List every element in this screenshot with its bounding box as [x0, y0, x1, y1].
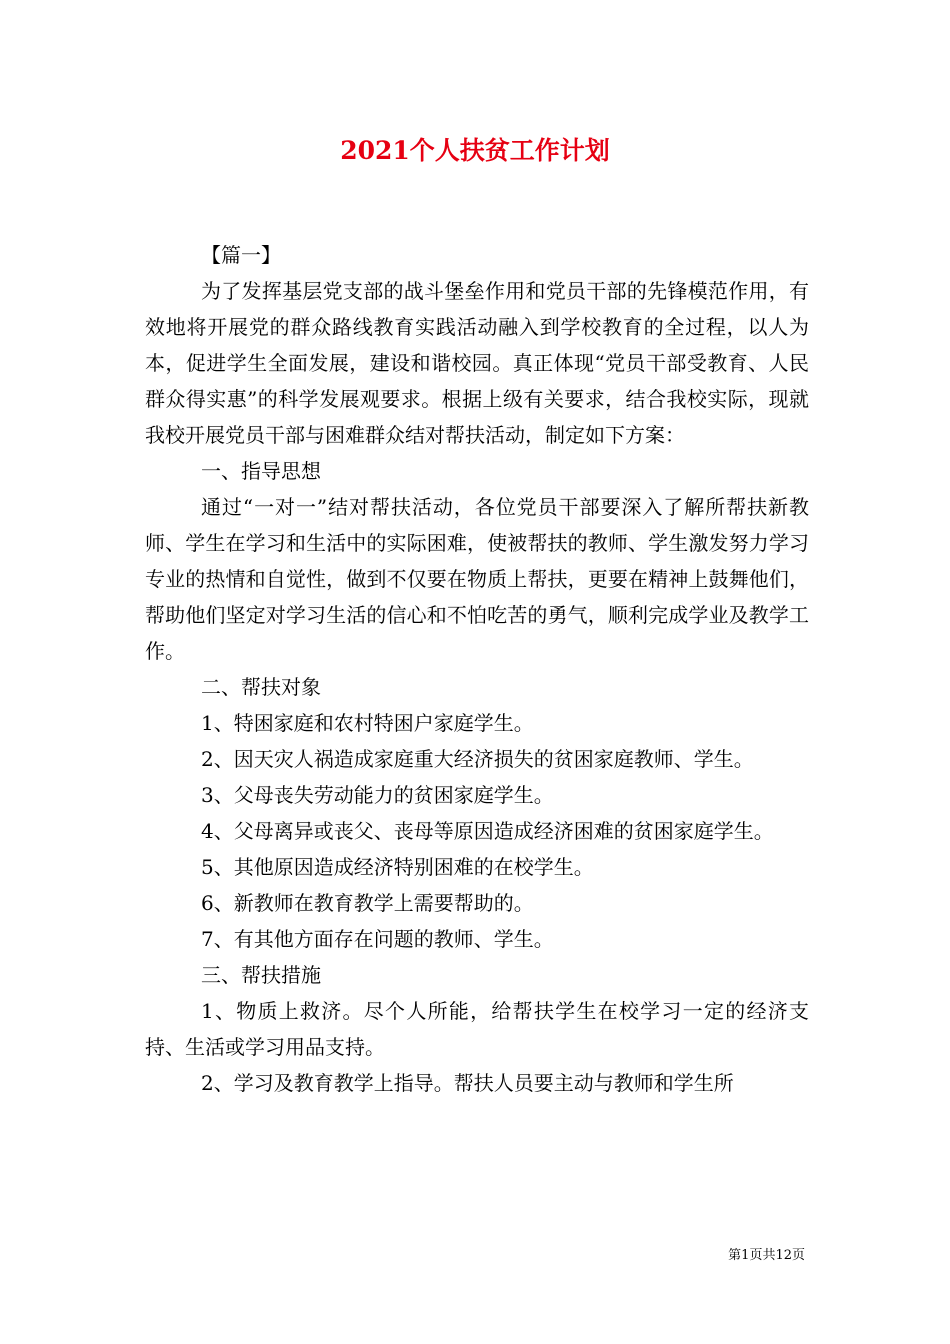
- paragraph-intro: 为了发挥基层党支部的战斗堡垒作用和党员干部的先锋模范作用，有效地将开展党的群众路线教育实践活动融入到学校教育的全过程，以人为本，促进学生全面发展，建设和谐校园。真正体现“党员干部受教育、人民群众得实惠”的科学发展观要求。根据上级有关要求，结合我校实际，现就我校开展党员干部与困难群众结对帮扶活动，制定如下方案：: [145, 279, 809, 447]
- list-item-target-5: 5、其他原因造成经济特别困难的在校学生。: [201, 855, 594, 879]
- heading-guiding-thought: 一、指导思想: [201, 459, 321, 483]
- list-item-target-3: 3、父母丧失劳动能力的贫困家庭学生。: [201, 783, 554, 807]
- paragraph-guiding-thought: 通过“一对一”结对帮扶活动，各位党员干部要深入了解所帮扶新教师、学生在学习和生活中的实际困难，使被帮扶的教师、学生激发努力学习专业的热情和自觉性，做到不仅要在物质上帮扶，更要在精神上鼓舞他们，帮助他们坚定对学习生活的信心和不怕吃苦的勇气，顺利完成学业及教学工作。: [145, 495, 809, 663]
- list-item-target-6: 6、新教师在教育教学上需要帮助的。: [201, 891, 534, 915]
- heading-targets: 二、帮扶对象: [201, 675, 321, 699]
- heading-measures: 三、帮扶措施: [201, 963, 321, 987]
- document-body: [145, 237, 809, 1101]
- document-title: 2021个人扶贫工作计划: [340, 136, 610, 165]
- section-mark: 【篇一】: [201, 243, 281, 267]
- list-item-measure-1: 1、物质上救济。尽个人所能，给帮扶学生在校学习一定的经济支持、生活或学习用品支持。: [145, 999, 809, 1059]
- list-item-measure-2: 2、学习及教育教学上指导。帮扶人员要主动与教师和学生所: [201, 1071, 734, 1095]
- list-item-target-2: 2、因天灾人祸造成家庭重大经济损失的贫困家庭教师、学生。: [201, 747, 754, 771]
- list-item-target-7: 7、有其他方面存在问题的教师、学生。: [201, 927, 554, 951]
- page-number: 第1页共12页: [728, 1248, 805, 1263]
- list-item-target-4: 4、父母离异或丧父、丧母等原因造成经济困难的贫困家庭学生。: [201, 819, 774, 843]
- list-item-target-1: 1、特困家庭和农村特困户家庭学生。: [201, 711, 534, 735]
